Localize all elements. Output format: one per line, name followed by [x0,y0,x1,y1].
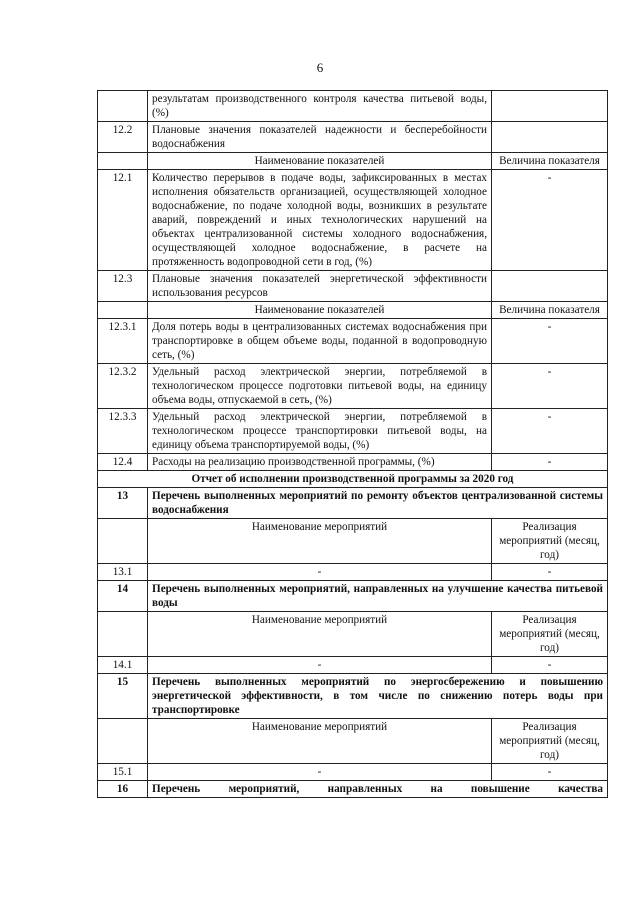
row-number: 12.3.3 [98,409,148,454]
section-row [98,781,608,798]
row-value: - [492,764,608,781]
section-number: 14 [98,581,148,612]
header-value: Величина показателя [492,153,608,170]
report-title: Отчет об исполнении производственной программы за 2020 год [98,471,608,488]
row-value: - [492,409,608,454]
header-value: Реализация мероприятий (месяц, год) [492,519,608,564]
row-number: 12.1 [98,170,148,271]
section-text: Перечень мероприятий, направленных на повышение качества [148,781,608,798]
row-number: 12.4 [98,454,148,471]
row-number: 14.1 [98,657,148,674]
row-text: результатам производственного контроля качества питьевой воды, (%) [148,91,492,122]
table-header-row [98,302,608,319]
table-header-row [98,519,608,564]
header-name: Наименование мероприятий [148,519,492,564]
row-value: - [492,319,608,364]
header-value: Величина показателя [492,302,608,319]
row-text: Удельный расход электрической энергии, потребляемой в технологическом процессе транспортировки питьевой воды, на единицу объема транспортируемой воды, (%) [148,409,492,454]
page-number: 6 [316,60,324,75]
section-text: Перечень выполненных мероприятий по энергосбережению и повышению энергетической эффективности, в том числе по снижению потерь воды при транспортировке [148,674,608,719]
row-number: 15.1 [98,764,148,781]
row-value: - [492,170,608,271]
row-number: 13.1 [98,564,148,581]
row-number: 12.3.2 [98,364,148,409]
row-number: 12.2 [98,122,148,153]
row-text: Количество перерывов в подаче воды, зафиксированных в местах исполнения обязательств организацией, осуществляющей холодное водоснабжение, по подаче холодной воды, возникших в результате аварий, повреждений и иных технологических нарушений на объектах централизованной системы холодного водоснабжения, осуществляющей холодное водоснабжение, в расчете на протяженность водопроводной сети в год, (%) [148,170,492,271]
table-row [98,564,608,581]
section-row [98,581,608,612]
header-value: Реализация мероприятий (месяц, год) [492,719,608,764]
section-row [98,674,608,719]
row-value: - [492,564,608,581]
table-row [98,454,608,471]
row-value: - [492,364,608,409]
table-row [98,122,608,153]
row-number: 12.3 [98,271,148,302]
header-value: Реализация мероприятий (месяц, год) [492,612,608,657]
section-number: 15 [98,674,148,719]
table-header-row [98,612,608,657]
row-number: 12.3.1 [98,319,148,364]
row-text: - [148,564,492,581]
table-row [98,409,608,454]
header-name: Наименование показателей [148,153,492,170]
header-name: Наименование мероприятий [148,612,492,657]
row-text: Удельный расход электрической энергии, потребляемой в технологическом процессе подготовки питьевой воды, на единицу объема воды, отпускаемой в сеть, (%) [148,364,492,409]
section-number: 16 [98,781,148,798]
section-text: Перечень выполненных мероприятий по ремонту объектов централизованной системы водоснабжения [148,488,608,519]
report-title-row [98,471,608,488]
table-row [98,364,608,409]
table-header-row [98,719,608,764]
program-table [97,90,608,798]
table-row [98,319,608,364]
header-name: Наименование мероприятий [148,719,492,764]
row-text: Плановые значения показателей надежности и бесперебойности водоснабжения [148,122,492,153]
row-value: - [492,657,608,674]
header-name: Наименование показателей [148,302,492,319]
row-text: Плановые значения показателей энергетической эффективности использования ресурсов [148,271,492,302]
row-text: - [148,657,492,674]
table-row [98,91,608,122]
row-text: - [148,764,492,781]
row-text: Расходы на реализацию производственной программы, (%) [148,454,492,471]
table-header-row [98,153,608,170]
table-row [98,170,608,271]
section-number: 13 [98,488,148,519]
row-text: Доля потерь воды в централизованных системах водоснабжения при транспортировке в общем объеме воды, поданной в водопроводную сеть, (%) [148,319,492,364]
section-text: Перечень выполненных мероприятий, направленных на улучшение качества питьевой воды [148,581,608,612]
section-row [98,488,608,519]
row-value: - [492,454,608,471]
table-row [98,271,608,302]
table-row [98,657,608,674]
table-row [98,764,608,781]
